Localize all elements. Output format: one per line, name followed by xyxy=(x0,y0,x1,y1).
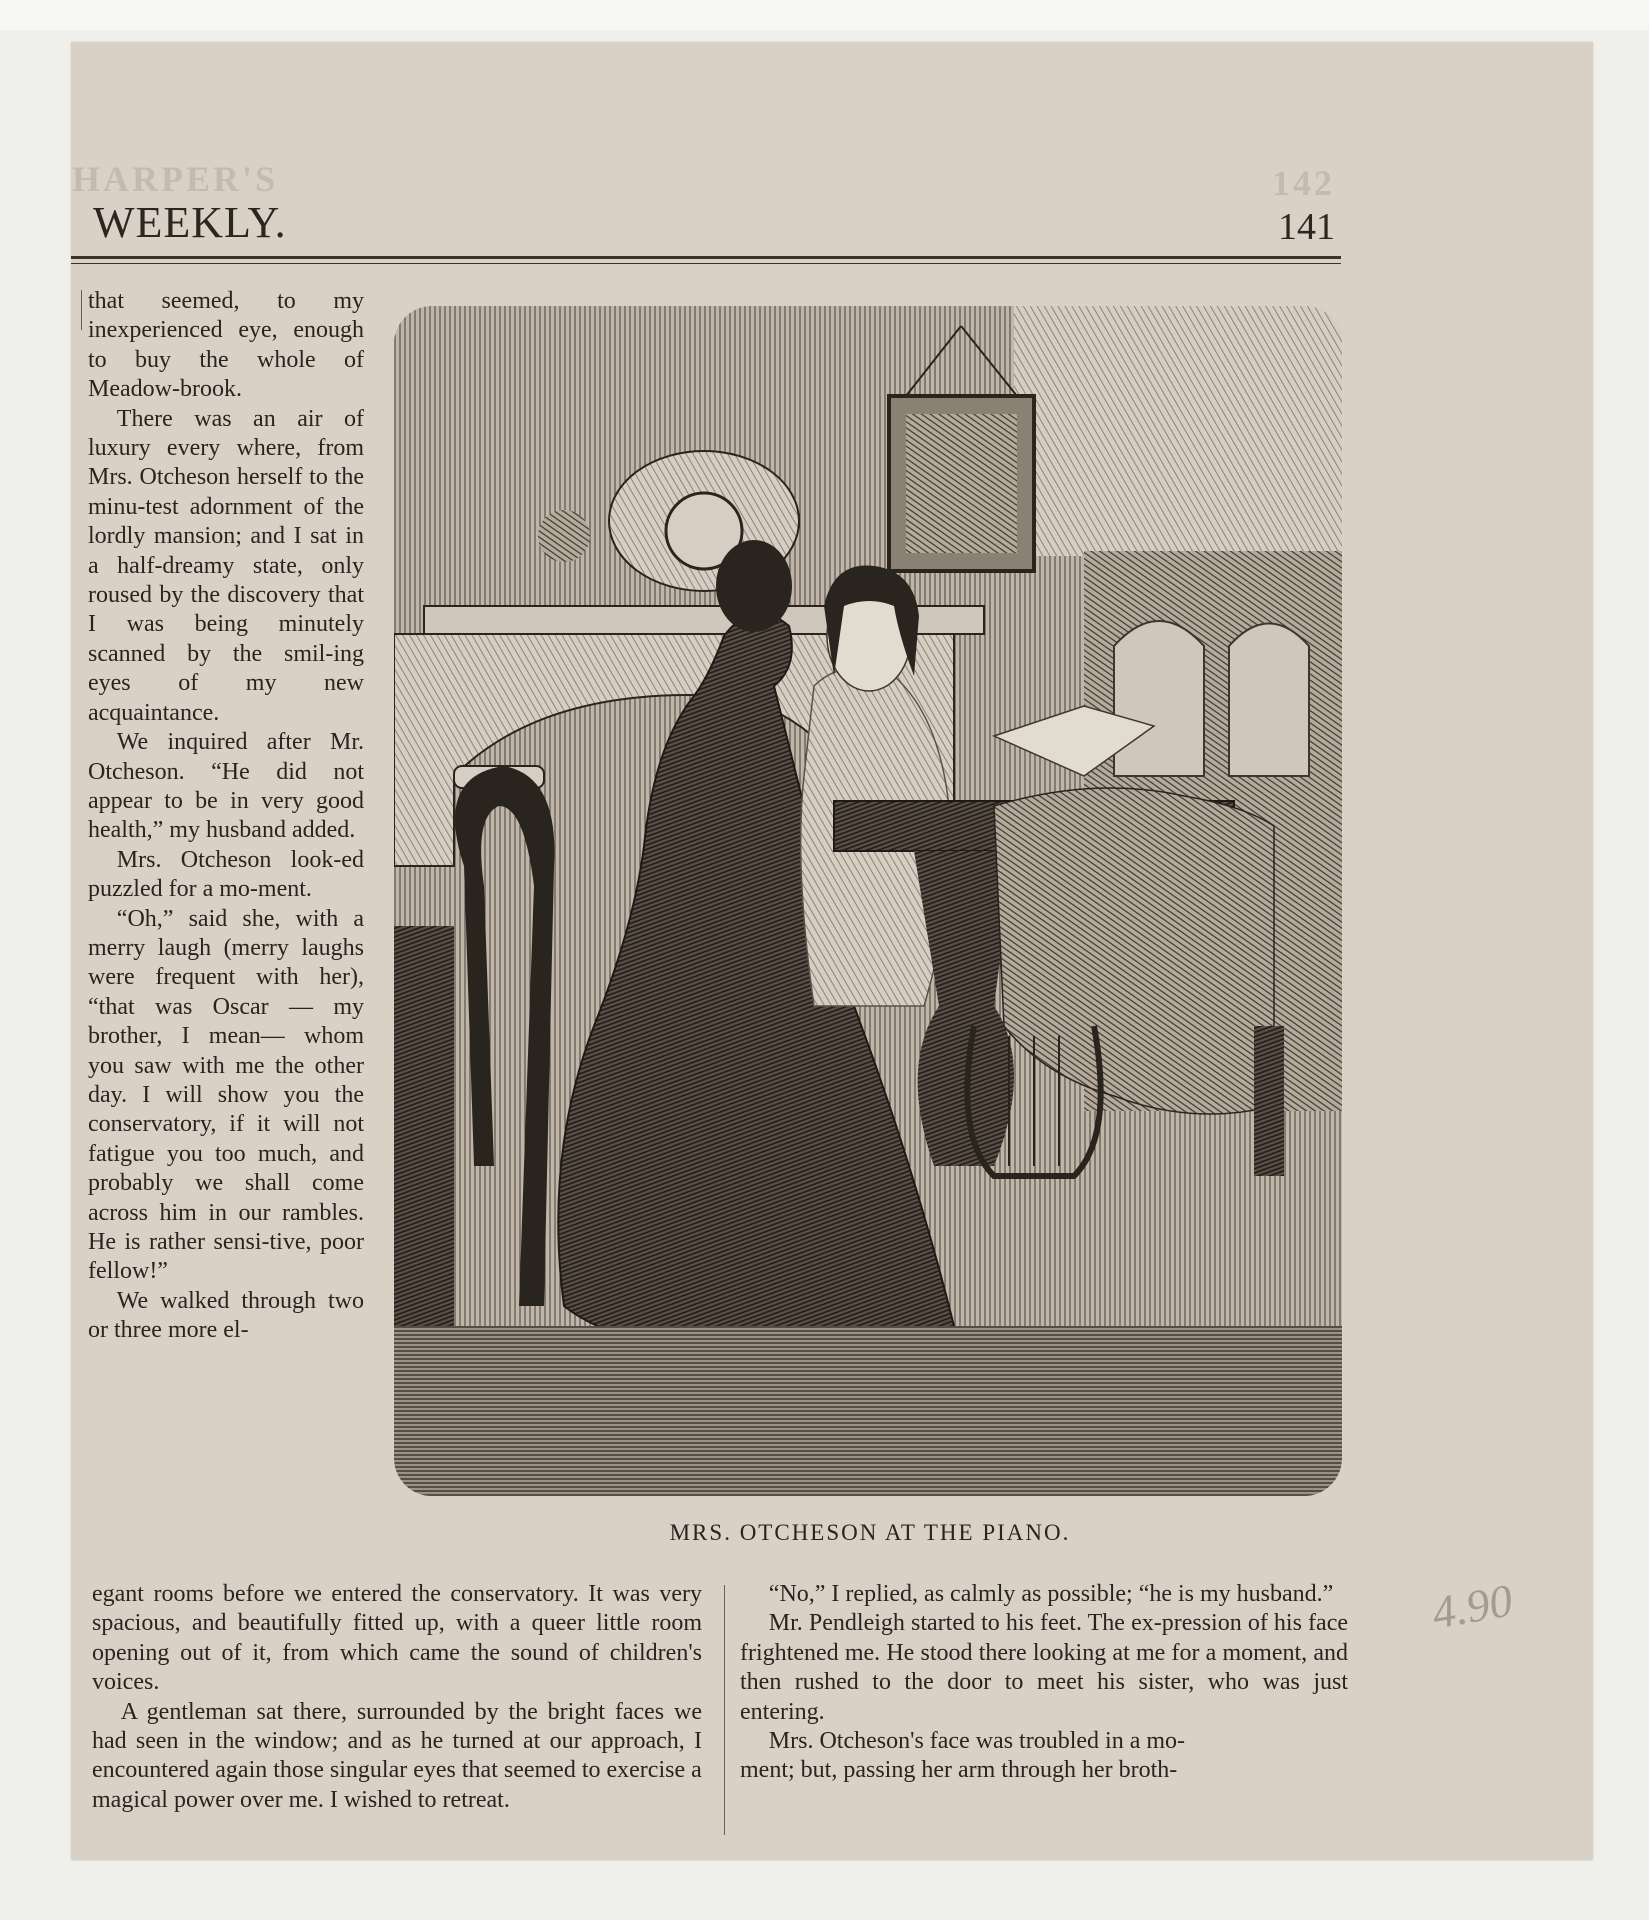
paragraph: We inquired after Mr. Otcheson. “He did not appear to be in very good health,” my husband added. xyxy=(88,729,364,844)
illustration-caption: MRS. OTCHESON AT THE PIANO. xyxy=(669,1520,1071,1545)
paragraph: “Oh,” said she, with a merry laugh (merry laughs were frequent with her), “that was Oscar — my brother, I mean— whom you saw with me the other day. I will show you the conservatory, if it will not fatigue you too much, and probably we shall come across him in our rambles. He is rather sensi-tive, poor fellow!” xyxy=(88,905,364,1285)
paragraph: egant rooms before we entered the conservatory. It was very spacious, and beautifully fitted up, with a queer little room opening out of it, from which came the sound of children's voices. xyxy=(92,1581,702,1696)
pencil-annotation: 4.90 xyxy=(1428,1574,1517,1639)
engraving-illustration xyxy=(394,306,1342,1496)
bottom-right-text-column xyxy=(740,1580,1348,1790)
paragraph: Mr. Pendleigh started to his feet. The ex-pression of his face frightened me. He stood there looking at me for a moment, and then rushed to the door to meet his sister, who was just entering. xyxy=(740,1610,1348,1725)
paragraph: There was an air of luxury every where, from Mrs. Otcheson herself to the minu-test adornment of the lordly mansion; and I sat in a half-dreamy state, only roused by the discovery that I was being minutely scanned by the smil-ing eyes of my new acquaintance. xyxy=(88,405,364,726)
paragraph: Mrs. Otcheson look-ed puzzled for a mo-ment. xyxy=(88,846,364,903)
header-rule xyxy=(71,256,1341,259)
paragraph: “No,” I replied, as calmly as possible; “he is my husband.” xyxy=(768,1581,1334,1607)
paragraph: that seemed, to my inexperienced eye, enough to buy the whole of Meadow-brook. xyxy=(88,288,364,403)
masthead-title: WEEKLY. xyxy=(93,198,287,247)
header-rule-thin xyxy=(71,263,1341,264)
scan-background xyxy=(0,0,1649,30)
page-number: 141 xyxy=(1278,206,1335,248)
left-text-column xyxy=(88,287,364,1346)
paragraph-cut-off: ment; but, passing her arm through her broth- xyxy=(740,1757,1178,1784)
column-rule xyxy=(724,1585,725,1835)
bleed-through-page: 142 xyxy=(1272,163,1335,203)
engraving-drawing xyxy=(394,306,1342,1496)
bleed-through-title: HARPER'S xyxy=(72,159,279,199)
paragraph-cut-off: magical power over me. I wished to retreat. xyxy=(92,1786,510,1813)
paragraph: We walked through two or three more el- xyxy=(88,1287,364,1344)
bottom-left-text-column xyxy=(92,1580,702,1820)
column-rule-left xyxy=(81,290,82,330)
paragraph: A gentleman sat there, surrounded by the bright faces we had seen in the window; and as he turned at our approach, I encountered again those singular eyes that seemed to exercise a xyxy=(92,1698,702,1784)
paragraph: Mrs. Otcheson's face was troubled in a mo- xyxy=(768,1728,1186,1755)
